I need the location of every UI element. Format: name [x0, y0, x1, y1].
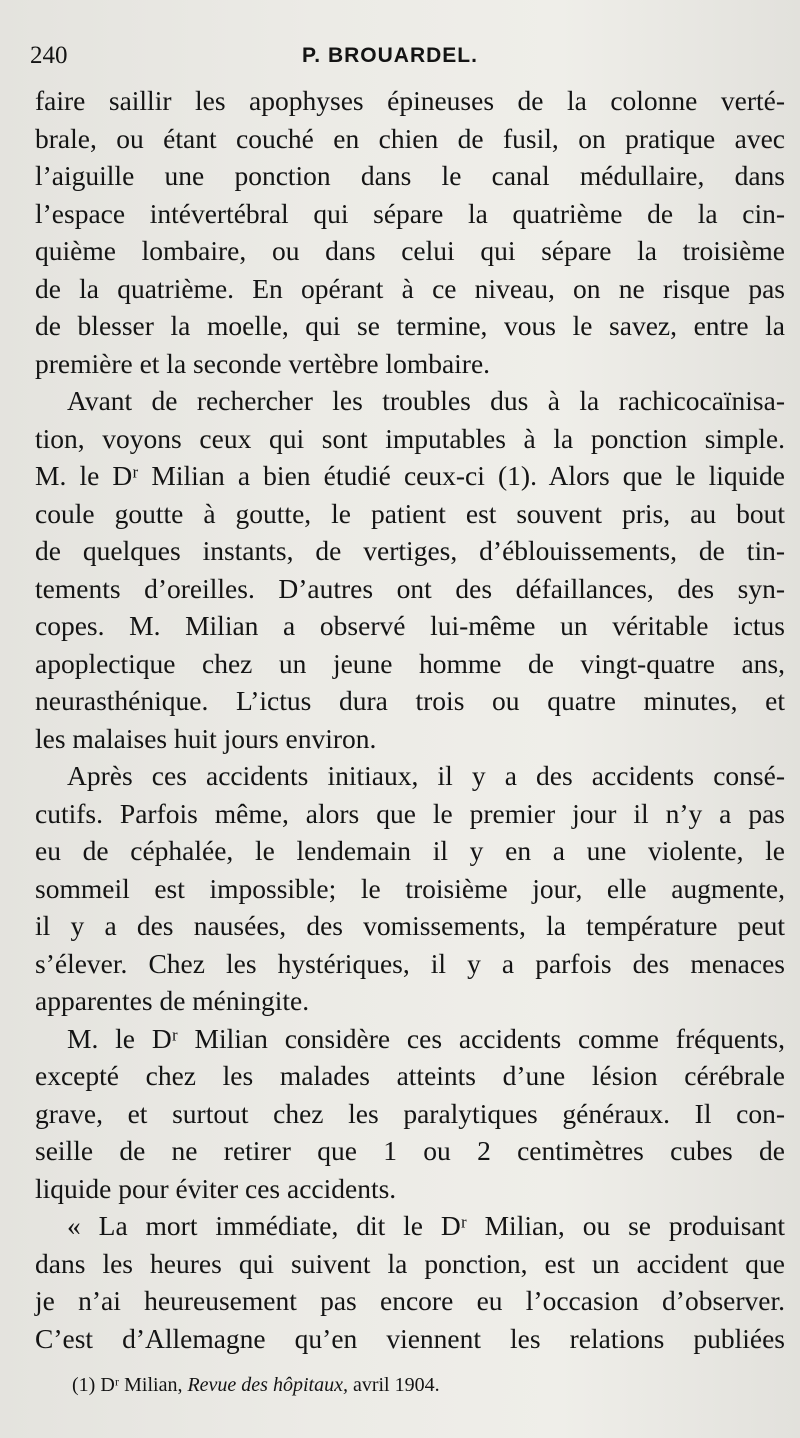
text-line: « La mort immédiate, dit le Dʳ Milian, ou se produisant [67, 1210, 785, 1241]
text-line: de la quatrième. En opérant à ce niveau, on ne risque pas [35, 272, 785, 304]
footnote-marker: (1) Dʳ Milian, [72, 1374, 183, 1396]
text-line: excepté chez les malades atteints d’une lésion cérébrale [35, 1060, 785, 1091]
text-line: apoplectique chez un jeune homme de vingt-quatre ans, [35, 647, 785, 679]
text-line: l’aiguille une ponction dans le canal médullaire, dans [35, 160, 785, 191]
text-line: neurasthénique. L’ictus dura trois ou quatre minutes, et [35, 685, 785, 716]
text-line: eu de céphalée, le lendemain il y en a une violente, le [35, 835, 785, 866]
text-line: brale, ou étant couché en chien de fusil, on pratique avec [35, 122, 785, 154]
text-line: M. le Dʳ Milian a bien étudié ceux-ci (1). Alors que le liquide [35, 460, 785, 491]
text-line: première et la seconde vertèbre lombaire. [35, 347, 491, 379]
text-line: l’espace intévertébral qui sépare la quatrième de la cin- [35, 197, 785, 229]
page-number: 240 [30, 42, 68, 69]
paragraph [35, 382, 785, 757]
footnote-journal-title: Revue des hôpitaux, [187, 1374, 348, 1396]
text-line: seille de ne retirer que 1 ou 2 centimètres cubes de [35, 1135, 785, 1166]
page-header [30, 42, 790, 74]
text-line: de blesser la moelle, qui se termine, vous le savez, entre la [35, 310, 785, 341]
text-line: C’est d’Allemagne qu’en viennent les relations publiées [35, 1322, 785, 1354]
text-line: M. le Dʳ Milian considère ces accidents comme fréquents, [67, 1022, 785, 1054]
text-line: dans les heures qui suivent la ponction, est un accident que [35, 1247, 785, 1279]
text-line: quième lombaire, ou dans celui qui sépare la troisième [35, 235, 785, 266]
text-line: tion, voyons ceux qui sont imputables à la ponction simple. [35, 422, 785, 454]
running-head: P. BROUARDEL. [302, 44, 478, 67]
paragraph [35, 82, 785, 382]
text-line: cutifs. Parfois même, alors que le premier jour il n’y a pas [35, 797, 785, 829]
text-line: faire saillir les apophyses épineuses de la colonne verté- [35, 85, 785, 116]
footnote [72, 1374, 440, 1397]
text-line: copes. M. Milian a observé lui-même un véritable ictus [35, 610, 785, 641]
footnote-date: avril 1904. [352, 1374, 440, 1396]
paragraph [35, 1207, 785, 1357]
text-line: Après ces accidents initiaux, il y a des accidents consé- [67, 760, 785, 791]
text-line: il y a des nausées, des vomissements, la température peut [35, 910, 785, 941]
paragraph [35, 757, 785, 1020]
text-line: tements d’oreilles. D’autres ont des défaillances, des syn- [35, 572, 785, 604]
text-line: apparentes de méningite. [35, 985, 310, 1016]
text-line: les malaises huit jours environ. [35, 722, 377, 754]
text-line: sommeil est impossible; le troisième jour, elle augmente, [35, 872, 785, 904]
text-line: grave, et surtout chez les paralytiques généraux. Il con- [35, 1097, 785, 1129]
text-line: de quelques instants, de vertiges, d’éblouissements, de tin- [35, 535, 785, 566]
text-line: liquide pour éviter ces accidents. [35, 1172, 397, 1204]
text-line: coule goutte à goutte, le patient est souvent pris, au bout [35, 497, 785, 529]
text-line: je n’ai heureusement pas encore eu l’occasion d’observer. [35, 1285, 785, 1316]
paragraph [35, 1020, 785, 1208]
text-line: Avant de rechercher les troubles dus à la rachicocaïnisa- [67, 385, 785, 416]
text-line: s’élever. Chez les hystériques, il y a parfois des menaces [35, 947, 785, 979]
body-text [35, 82, 785, 1357]
